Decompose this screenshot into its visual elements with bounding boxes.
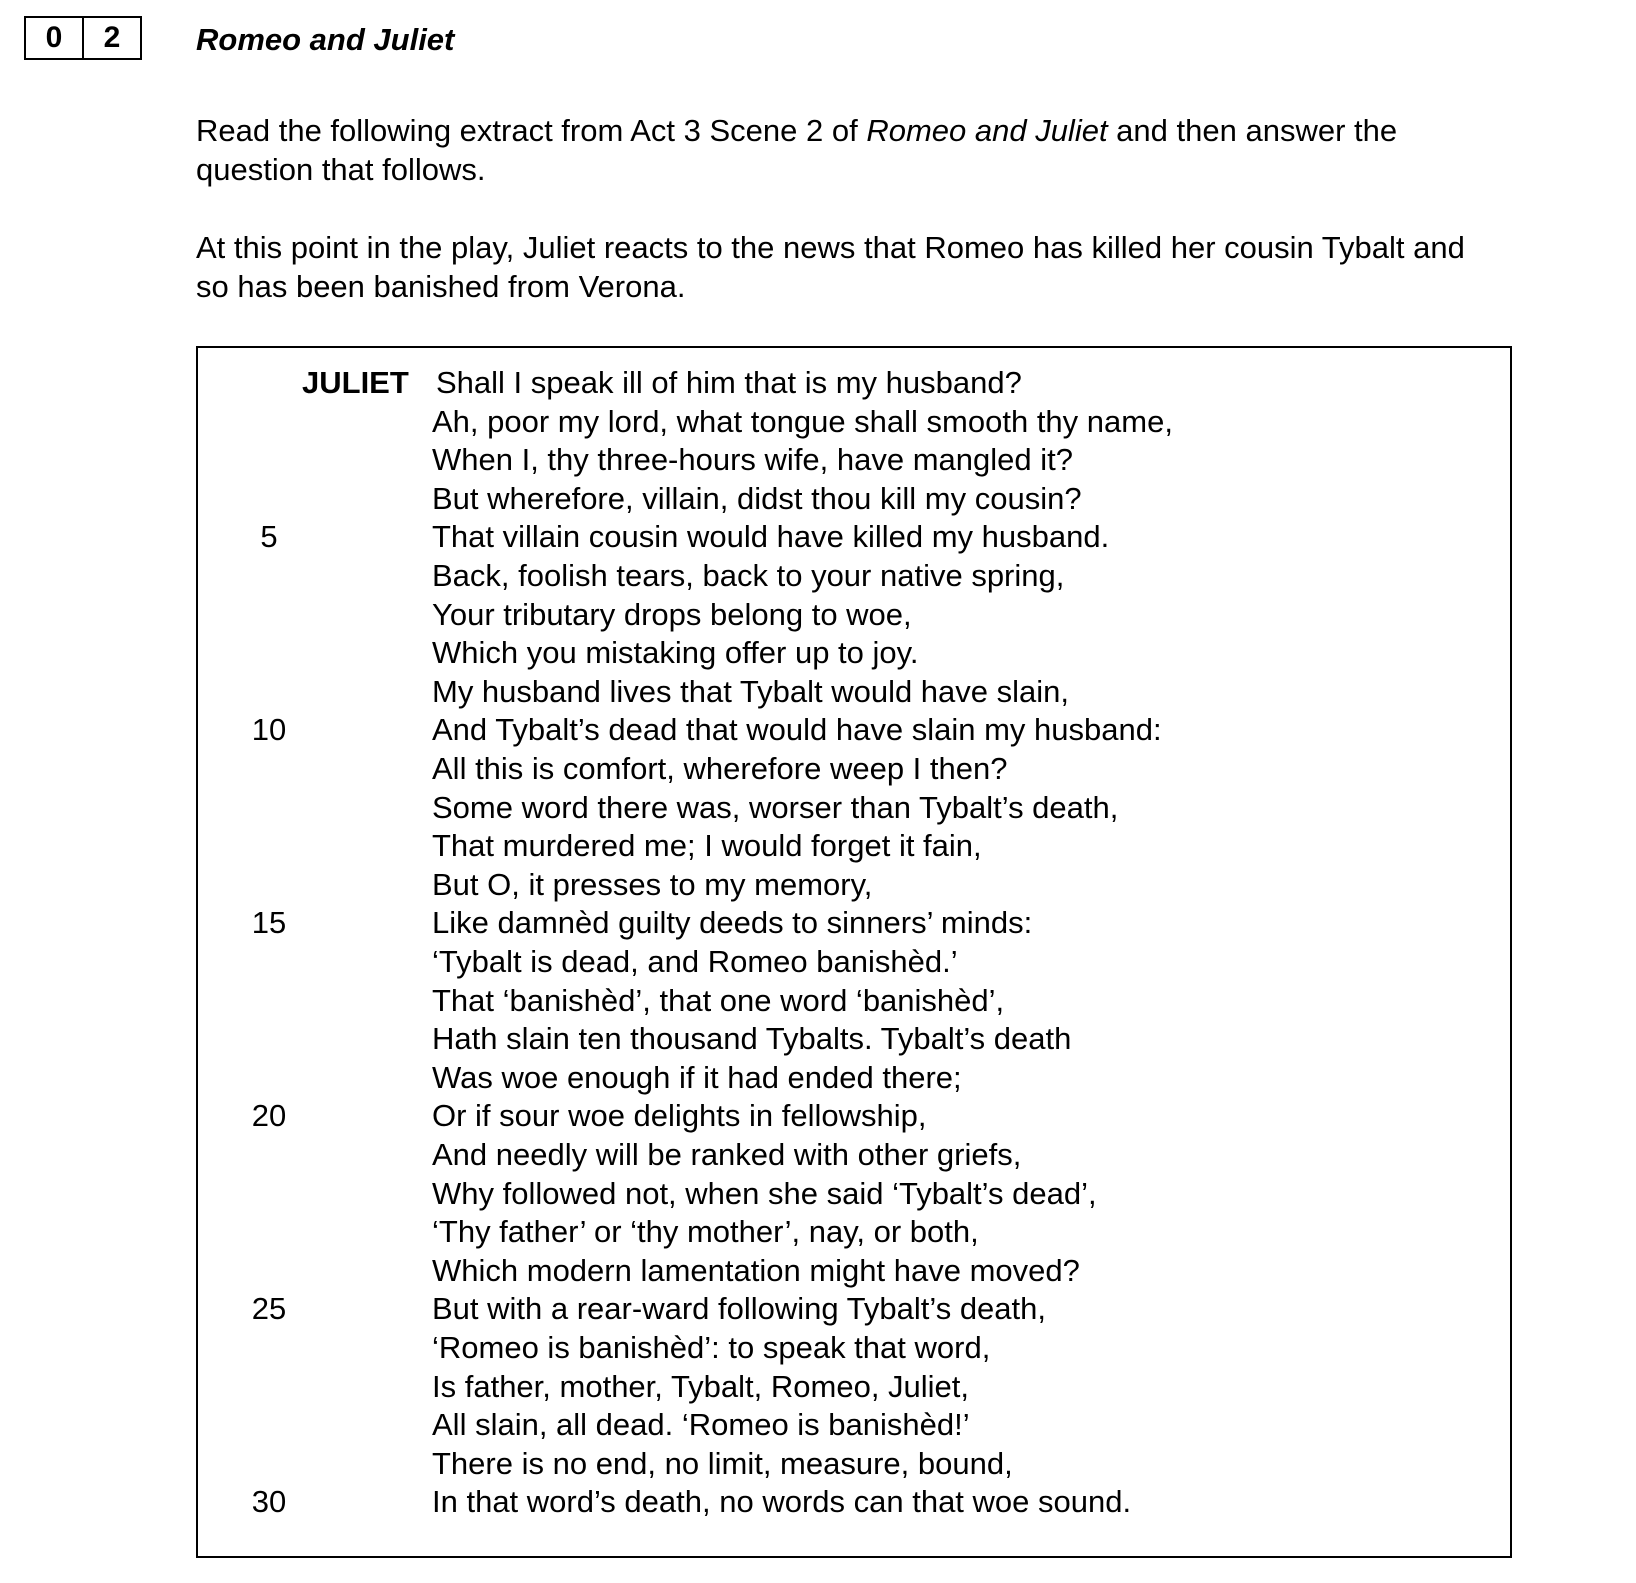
speaker-name: JULIET <box>302 365 409 400</box>
intro-text: and then answer the question that follows. <box>196 113 1398 187</box>
verse-text: Like damnèd guilty deeds to sinners’ minds: <box>432 905 1033 941</box>
verse-text: Some word there was, worser than Tybalt’s death, <box>432 789 1119 825</box>
line-number: 25 <box>251 1291 287 1327</box>
verse-text: Ah, poor my lord, what tongue shall smooth thy name, <box>432 403 1173 439</box>
verse-text: And Tybalt’s dead that would have slain my husband: <box>432 712 1162 748</box>
verse-text: Back, foolish tears, back to your native spring, <box>432 558 1065 593</box>
verse-text: But wherefore, villain, didst thou kill my cousin? <box>432 480 1082 516</box>
question-number-digit: 0 <box>45 21 63 54</box>
intro-context: At this point in the play, Juliet reacts to the news that Romeo has killed her cousin Tybalt and so has been banished from Verona. <box>196 230 1465 304</box>
intro-text: Read the following extract from Act 3 Scene 2 of <box>196 113 867 148</box>
verse-text: That murdered me; I would forget it fain, <box>432 828 982 864</box>
verse-text: But with a rear-ward following Tybalt’s death, <box>432 1291 1047 1327</box>
verse-text: ‘Tybalt is dead, and Romeo banishèd.’ <box>432 944 958 979</box>
verse-text: All slain, all dead. ‘Romeo is banishèd!’ <box>432 1407 970 1443</box>
verse-text: That ‘banishèd’, that one word ‘banishèd’, <box>432 982 1005 1018</box>
verse-text: Why followed not, when she said ‘Tybalt’s dead’, <box>432 1175 1097 1211</box>
verse-text: My husband lives that Tybalt would have slain, <box>432 673 1070 709</box>
intro-instruction <box>196 111 1496 189</box>
verse-text: In that word’s death, no words can that woe sound. <box>432 1484 1132 1520</box>
verse-text: Or if sour woe delights in fellowship, <box>432 1098 927 1134</box>
verse-text: Which modern lamentation might have moved? <box>432 1252 1080 1288</box>
verse-text: There is no end, no limit, measure, bound, <box>432 1445 1013 1481</box>
verse-text: Your tributary drops belong to woe, <box>432 596 912 632</box>
verse-text: Hath slain ten thousand Tybalts. Tybalt’s death <box>432 1021 1072 1057</box>
verse-text: ‘Thy father’ or ‘thy mother’, nay, or both, <box>432 1214 979 1250</box>
verse-text: When I, thy three-hours wife, have mangled it? <box>432 442 1073 478</box>
verse-text: Which you mistaking offer up to joy. <box>432 635 919 671</box>
verse-text: And needly will be ranked with other griefs, <box>432 1137 1022 1172</box>
verse-text: Was woe enough if it had ended there; <box>432 1059 962 1095</box>
question-title: Romeo and Juliet <box>196 22 455 57</box>
question-number-box <box>24 16 142 60</box>
verse-text: All this is comfort, wherefore weep I then? <box>432 751 1008 786</box>
line-number: 10 <box>251 712 287 748</box>
verse-text: Shall I speak ill of him that is my husband? <box>436 365 1022 400</box>
verse-text: ‘Romeo is banishèd’: to speak that word, <box>432 1330 991 1365</box>
verse-text: That villain cousin would have killed my husband. <box>432 519 1110 555</box>
play-title-italic: Romeo and Juliet <box>866 113 1108 148</box>
question-number-digit: 2 <box>82 18 140 58</box>
verse-text: But O, it presses to my memory, <box>432 866 873 902</box>
line-number: 30 <box>251 1484 287 1520</box>
extract-box <box>196 346 1512 1558</box>
line-number: 20 <box>251 1098 287 1134</box>
line-number: 15 <box>251 905 287 941</box>
line-number: 5 <box>260 519 278 555</box>
verse-text: Is father, mother, Tybalt, Romeo, Juliet, <box>432 1368 970 1404</box>
